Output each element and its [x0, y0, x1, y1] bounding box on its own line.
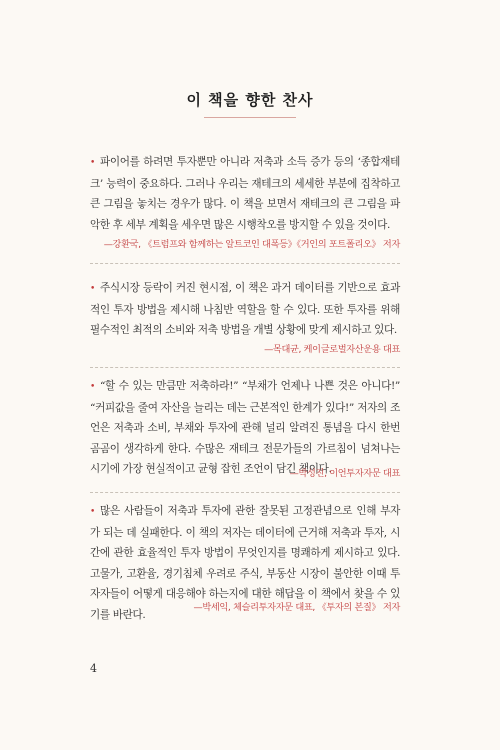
bullet-icon: • — [90, 507, 95, 517]
bullet-icon: • — [90, 382, 95, 392]
divider — [90, 492, 400, 493]
bullet-icon: • — [90, 158, 95, 168]
quote-text: 파이어를 하려면 투자뿐만 아니라 저축과 소득 증가 등의 ‘종합재테크’ 능력이 중요하다. 그러나 우리는 재테크의 세세한 부분에 집착하고 큰 그림을 놓치는 경우가 많다. 이 책을 보면서 재테크의 큰 그림을 파악한 후 세부 계획을 세우면 많은 시행착오를 방지할 수 있을 것이다. — [90, 156, 400, 231]
quote-text: “할 수 있는 만큼만 저축하라!” “부채가 언제나 나쁜 것은 아니다!” “커피값을 줄여 자산을 늘리는 데는 근본적인 한계가 있다!” 저자의 조언은 저축과 소비, 부채와 투자에 관해 널리 알려진 통념을 다시 한번 곰곰이 생각하게 한다. 수많은 재테크 전문가들의 가르침이 넘쳐나는 시기에 가장 현실적이고 균형 잡힌 조언이 담긴 책이다. — [90, 380, 400, 475]
quote-attribution: —목대균, 케이글로벌자산운용 대표 — [264, 344, 400, 355]
quote-text: 주식시장 등락이 커진 현시점, 이 책은 과거 데이터를 기반으로 효과적인 투자 방법을 제시해 나침반 역할을 할 수 있다. 또한 투자를 위해 필수적인 최적의 소비와 저축 방법을 개별 상황에 맞게 제시하고 있다. — [90, 282, 400, 336]
quote-attribution: —박성진, 이언투자자문 대표 — [289, 468, 400, 479]
page-title: 이 책을 향한 찬사 — [186, 91, 314, 109]
bullet-icon: • — [90, 284, 95, 294]
title-underline — [204, 117, 296, 118]
quote-block — [90, 376, 400, 480]
quote-text: 많은 사람들이 저축과 투자에 관한 잘못된 고정관념으로 인해 부자가 되는 데 실패한다. 이 책의 저자는 데이터에 근거해 저축과 투자, 시간에 관한 효율적인 투자 방법이 무엇인지를 명쾌하게 제시하고 있다. 고물가, 고환율, 경기침체 우려로 주식, 부동산 시장이 불안한 이때 투자자들이 어떻게 대응해야 하는지에 대한 해답을 이 책에서 찾을 수 있기를 바란다. — [90, 505, 400, 621]
quote-block — [90, 278, 400, 341]
page-number: 4 — [90, 662, 97, 675]
quote-attribution: —강환국, 《트럼프와 함께하는 알트코인 대폭등》《거인의 포트폴리오》 저자 — [103, 239, 400, 250]
divider — [90, 367, 400, 368]
quote-attribution: —박세익, 체슬리투자자문 대표, 《투자의 본질》 저자 — [193, 602, 400, 613]
quote-block — [90, 152, 400, 235]
divider — [90, 263, 400, 264]
